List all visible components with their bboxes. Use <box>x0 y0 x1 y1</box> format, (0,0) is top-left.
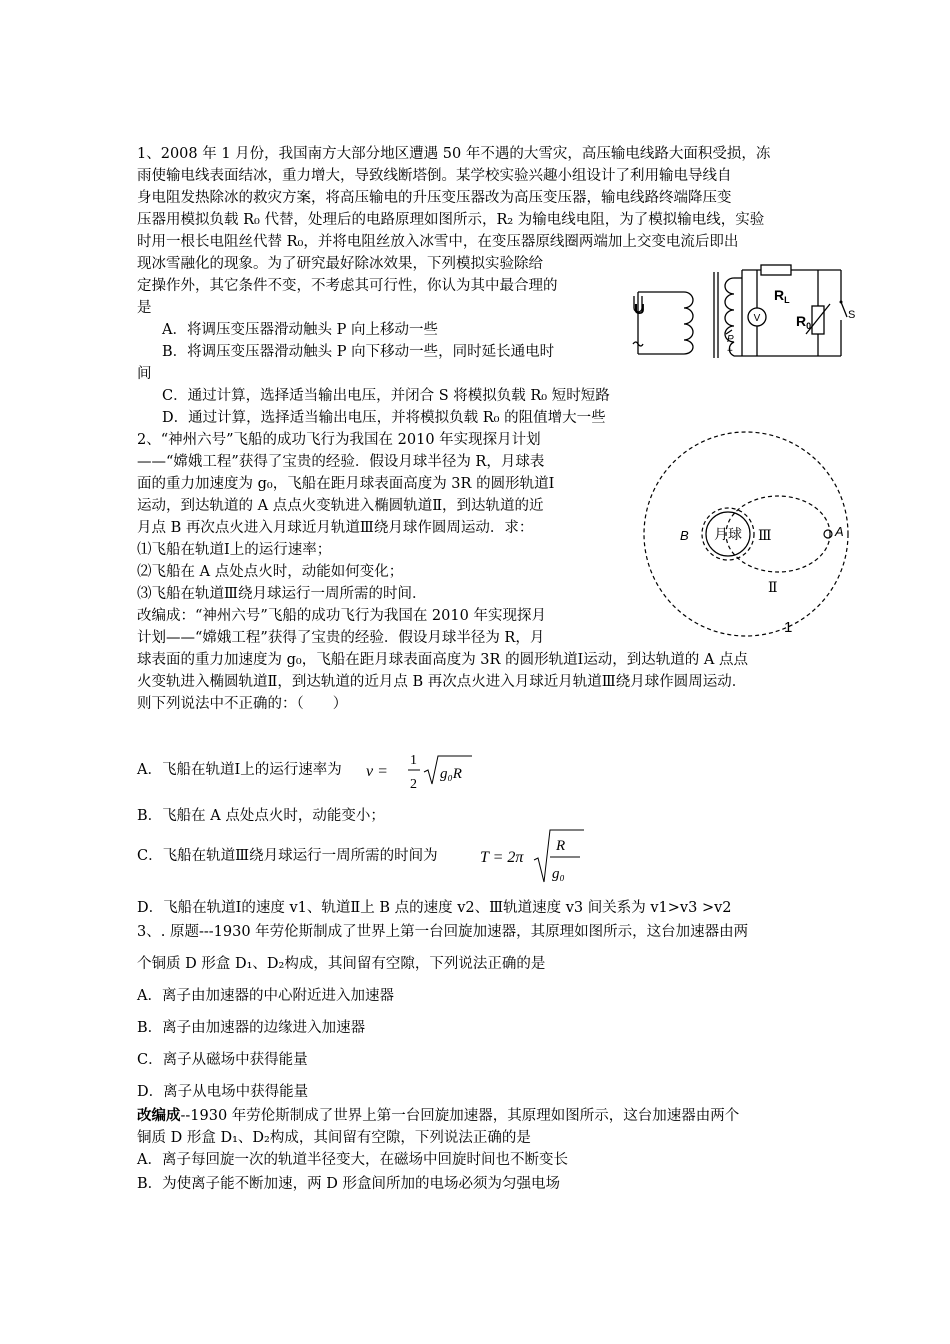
q2-option-c-text: C．飞船在轨道Ⅲ绕月球运行一周所需的时间为 <box>137 848 438 864</box>
q1-line-7: 定操作外，其它条件不变，不考虑其可行性，你认为其中最合理的 <box>137 278 558 294</box>
q2-option-d: D．飞船在轨道Ⅰ的速度 v1、轨道Ⅱ上 B 点的速度 v2、Ⅲ轨道速度 v3 间关系为 v1>v3 >v2 <box>137 900 732 916</box>
formula-t-lhs: T = 2π <box>480 849 524 866</box>
q1-line-6: 现冰雪融化的现象。为了研究最好除冰效果，下列模拟实验除给 <box>137 256 543 272</box>
formula-v-radicand: g₀R <box>440 766 462 782</box>
q2-line-9: 改编成：“神州六号”飞船的成功飞行为我国在 2010 年实现探月 <box>137 608 546 624</box>
point-b-label: B <box>680 528 689 543</box>
q3-line-1: 3、. 原题---1930 年劳伦斯制成了世界上第一台回旋加速器，其原理如图所示，这台加速器由两 <box>137 924 749 940</box>
q3-adapt-line <box>137 1106 739 1126</box>
formula-v-num: 1 <box>410 753 417 768</box>
point-a-label: A <box>835 524 844 539</box>
q1-line-4: 压器用模拟负载 R₀ 代替，处理后的电路原理如图所示，R₂ 为输电线电阻，为了模拟输电线，实验 <box>137 212 765 228</box>
formula-t <box>480 824 590 888</box>
q3-adapt-option-b: B．为使离子能不断加速，两 D 形盒间所加的电场必须为匀强电场 <box>137 1176 560 1192</box>
q3-adapt-rest: --1930 年劳伦斯制成了世界上第一台回旋加速器，其原理如图所示，这台加速器由两个 <box>180 1108 740 1124</box>
slider-label: P <box>727 334 734 345</box>
q2-line-8: ⑶飞船在轨道Ⅲ绕月球运行一周所需的时间． <box>137 586 427 602</box>
q1-line-2: 雨使输电线表面结冰，重力增大，导致线断塔倒。某学校实验兴趣小组设计了利用输电导线自 <box>137 168 732 184</box>
formula-v-den: 2 <box>410 777 417 792</box>
plus-label: + <box>727 346 733 357</box>
q3-adapt-option-a: A．离子每回旋一次的轨道半径变大，在磁场中回旋时间也不断变长 <box>137 1152 568 1168</box>
q2-line-5: 月点 B 再次点火进入月球近月轨道Ⅲ绕月球作圆周运动．求： <box>137 520 534 536</box>
q2-line-2: ——“嫦娥工程”获得了宝贵的经验．假设月球半径为 R，月球表 <box>137 454 545 470</box>
q2-line-7: ⑵飞船在 A 点处点火时，动能如何变化； <box>137 564 404 580</box>
formula-v <box>366 746 476 794</box>
switch-label: S <box>848 309 856 321</box>
q1-line-3: 身电阻发热除冰的救灾方案，将高压输电的升压变压器改为高压变压器，输电线路终端降压变 <box>137 190 732 206</box>
q2-option-c <box>137 846 438 866</box>
q3-option-b: B．离子由加速器的边缘进入加速器 <box>137 1020 366 1036</box>
source-label: U <box>634 301 645 318</box>
r0-label: $R_0$ <box>796 313 812 331</box>
q2-line-1: 2、“神州六号”飞船的成功飞行为我国在 2010 年实现探月计划 <box>137 432 541 448</box>
q2-line-3: 面的重力加速度为 g₀，飞船在距月球表面高度为 3R 的圆形轨道Ⅰ <box>137 476 555 492</box>
moon-label: 月球 <box>714 527 742 543</box>
q1-option-a: A．将调压变压器滑动触头 P 向上移动一些 <box>162 322 438 338</box>
q1-line-8: 是 <box>137 300 152 316</box>
q2-line-11: 球表面的重力加速度为 g₀，飞船在距月球表面高度为 3R 的圆形轨道Ⅰ运动，到达轨道的 A 点点 <box>137 652 748 668</box>
rl-label: $R_L$ <box>774 287 790 305</box>
q2-option-b: B．飞船在 A 点处点火时，动能变小； <box>137 808 385 824</box>
q1-option-b-cont: 间 <box>137 366 152 382</box>
voltmeter-label: V <box>753 313 761 324</box>
q2-line-6: ⑴飞船在轨道Ⅰ上的运行速率； <box>137 542 332 558</box>
q3-adapt-label: 改编成 <box>137 1107 181 1124</box>
q1-option-d: D．通过计算，选择适当输出电压，并将模拟负载 R₀ 的阻值增大一些 <box>162 410 606 426</box>
formula-t-num: R <box>556 838 566 854</box>
q3-option-d: D．离子从电场中获得能量 <box>137 1084 309 1100</box>
formula-t-den: g₀ <box>552 866 565 882</box>
q1-line-5: 时用一根长电阻丝代替 R₀，并将电阻丝放入冰雪中，在变压器原线圈两端加上交变电流后即出 <box>137 234 739 250</box>
orbit-1-label: 1 <box>784 619 793 636</box>
formula-v-lhs: v = <box>366 763 388 780</box>
q1-line-1: 1、2008 年 1 月份，我国南方大部分地区遭遇 50 年不遇的大雪灾，高压输电线路大面积受损，冻 <box>137 146 771 162</box>
circuit-diagram <box>626 262 866 366</box>
orbit-diagram <box>630 424 850 640</box>
q1-option-c: C．通过计算，选择适当输出电压，并闭合 S 将模拟负载 R₀ 短时短路 <box>162 388 610 404</box>
q2-option-a-text: A．飞船在轨道Ⅰ上的运行速率为 <box>137 762 342 778</box>
q3-adapt-line-2: 铜质 D 形盒 D₁、D₂构成，其间留有空隙，下列说法正确的是 <box>137 1130 531 1146</box>
q2-line-10: 计划——“嫦娥工程”获得了宝贵的经验．假设月球半径为 R，月 <box>137 630 545 646</box>
q1-option-b: B．将调压变压器滑动触头 P 向下移动一些，同时延长通电时 <box>162 344 555 360</box>
orbit-3-label: Ⅲ <box>758 528 772 544</box>
q3-line-2: 个铜质 D 形盒 D₁、D₂构成，其间留有空隙，下列说法正确的是 <box>137 956 546 972</box>
q2-line-13: 则下列说法中不正确的：（ ） <box>137 696 348 712</box>
orbit-2-label: Ⅱ <box>768 580 778 596</box>
q2-option-a <box>137 760 342 780</box>
q2-line-4: 运动，到达轨道的 A 点点火变轨进入椭圆轨道Ⅱ，到达轨道的近 <box>137 498 544 514</box>
q3-option-a: A．离子由加速器的中心附近进入加速器 <box>137 988 394 1004</box>
q3-option-c: C．离子从磁场中获得能量 <box>137 1052 308 1068</box>
q2-line-12: 火变轨进入椭圆轨道Ⅱ，到达轨道的近月点 B 再次点火进入月球近月轨道Ⅲ绕月球作圆周运动． <box>137 674 747 690</box>
